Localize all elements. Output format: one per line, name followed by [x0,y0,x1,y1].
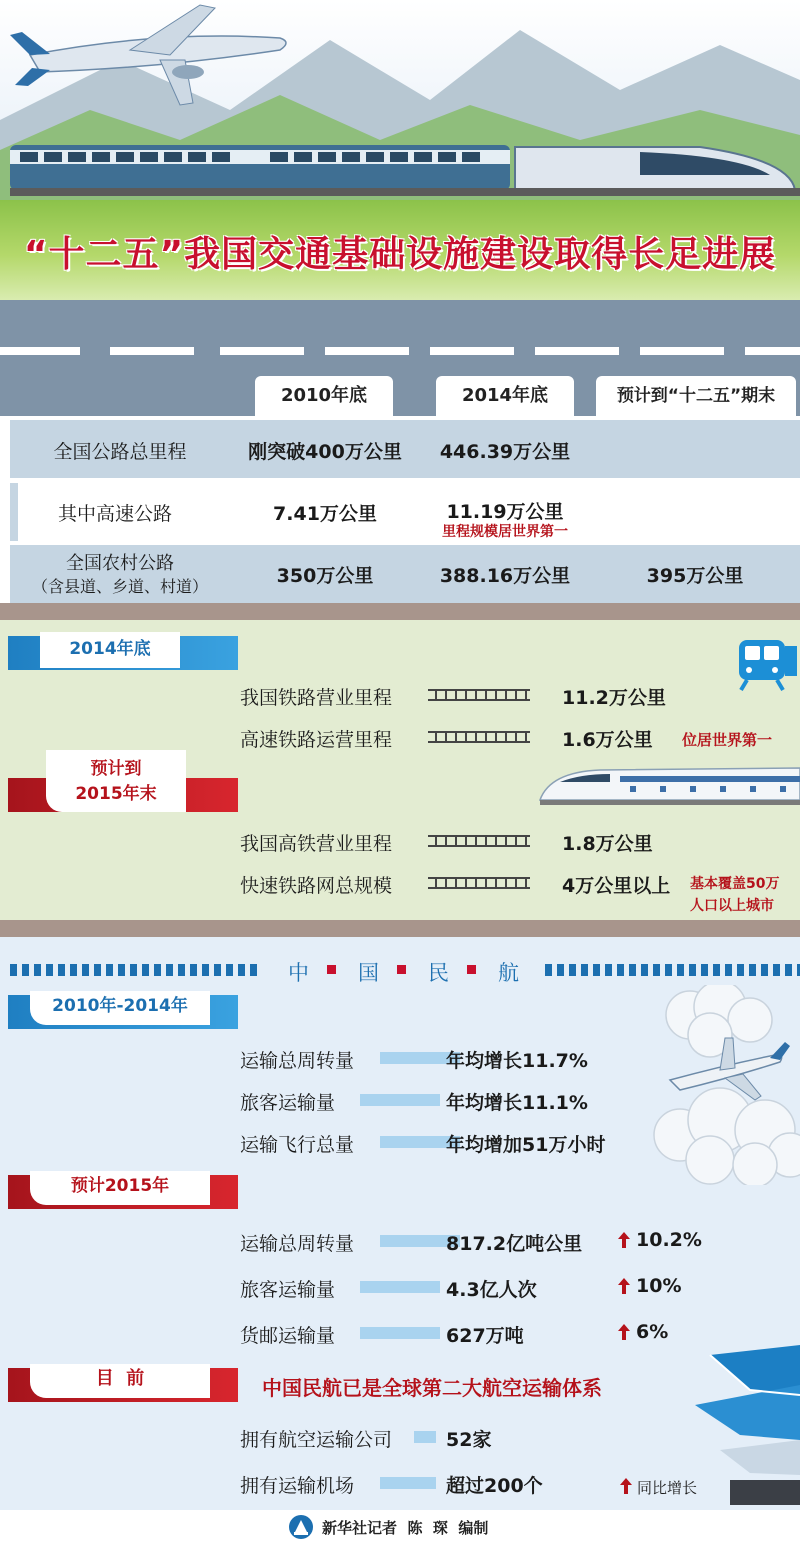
air-label-airports: 拥有运输机场 [240,1475,355,1497]
heading-bullet [327,965,336,974]
aircraft-tail-image [690,1345,800,1510]
cell-road-total-2014: 446.39万公里 [439,441,571,463]
coverage-note-line1: 基本覆盖50万 [690,876,780,892]
air-growth-cargo: 6% [636,1321,669,1343]
air-value-passengers: 年均增长11.1% [446,1092,588,1114]
now-headline: 中国民航已是全球第二大航空运输体系 [262,1376,602,1400]
road-dash [640,347,724,355]
ribbon-2015-aviation-label: 预计2015年 [30,1171,210,1205]
heading-dashes-right [545,964,800,976]
rail-value-operating: 11.2万公里 [562,687,666,709]
train-icon [735,636,800,692]
cell-expressway-2010: 7.41万公里 [273,503,377,525]
page-title: “十二五”我国交通基础设施建设取得长足进展 [23,234,777,275]
heading-bullet [397,965,406,974]
world-first-note: 位居世界第一 [682,731,773,749]
air-label-passengers: 旅客运输量 [240,1092,336,1114]
aviation-heading-char: 航 [498,961,519,985]
road-dash [110,347,194,355]
bar-icon [414,1431,436,1443]
road-dash [430,347,514,355]
row-label-road-total: 全国公路总里程 [53,441,187,463]
ribbon-2014-label: 2014年底 [40,632,180,668]
air-value-turnover-2015: 817.2亿吨公里 [446,1233,583,1255]
col-header-target: 预计到“十二五”期末 [596,376,796,416]
rail-value-fast-network: 4万公里以上 [562,875,671,897]
cloud-plane-image [650,985,800,1185]
air-value-turnover: 年均增长11.7% [446,1050,588,1072]
up-arrow-icon [618,1278,630,1294]
bar-icon [360,1327,440,1339]
cell-rural-2010: 350万公里 [276,565,374,587]
bar-icon [360,1094,440,1106]
road-dash [745,347,800,355]
rail-value-hsr-2015: 1.8万公里 [562,833,653,855]
track-icon [428,876,530,890]
road-dash [0,347,80,355]
section-divider [0,603,800,620]
xinhua-logo-icon [288,1514,314,1540]
cell-expressway-2014: 11.19万公里 [446,501,564,523]
cell-road-total-2010: 刚突破400万公里 [248,441,402,463]
air-growth-passengers: 10% [636,1275,682,1297]
bar-icon [360,1281,440,1293]
col-header-2014: 2014年底 [436,376,574,416]
rail-label-highspeed: 高速铁路运营里程 [240,729,393,751]
air-value-airports: 超过200个 [446,1475,543,1497]
air-growth-turnover: 10.2% [636,1229,702,1251]
track-icon [428,688,530,702]
road-dash [220,347,304,355]
heading-bullet [467,965,476,974]
rail-label-operating: 我国铁路营业里程 [240,687,393,709]
col-header-2010: 2010年底 [255,376,393,416]
aviation-heading-char: 民 [428,961,449,985]
track-icon [428,730,530,744]
up-arrow-icon [618,1232,630,1248]
road-divider [0,300,800,370]
coverage-note-line2: 人口以上城市 [690,898,774,914]
ribbon-2015-line1: 预计到 [90,759,142,779]
air-label-passengers-2015: 旅客运输量 [240,1279,336,1301]
row-label-expressway: 其中高速公路 [57,503,172,525]
ribbon-2015-line2: 2015年末 [75,784,157,804]
cell-rural-2014: 388.16万公里 [439,565,571,587]
road-dash [325,347,409,355]
air-label-cargo-2015: 货邮运输量 [240,1325,336,1347]
air-value-flight-hours: 年均增加51万小时 [446,1134,606,1156]
section-divider [0,920,800,937]
footer-credit: 新华社记者 陈 琛 编制 [322,1519,489,1537]
air-value-cargo-2015: 627万吨 [446,1325,524,1347]
air-value-passengers-2015: 4.3亿人次 [446,1279,537,1301]
bullet-train-image [530,760,800,810]
expressway-note: 里程规模居世界第一 [442,524,568,540]
aviation-heading-char: 中 [288,961,309,985]
rail-value-highspeed: 1.6万公里 [562,729,653,751]
ribbon-2010-2014-label: 2010年-2014年 [30,991,210,1025]
row-label-rural-road: 全国农村公路 [66,553,174,574]
legend-yoy: 同比增长 [637,1479,698,1497]
ribbon-now-label: 目 前 [30,1364,210,1398]
aviation-heading-char: 国 [358,961,379,985]
rail-label-fast-network: 快速铁路网总规模 [240,875,393,897]
rail-label-hsr-2015: 我国高铁营业里程 [240,833,393,855]
up-arrow-icon [620,1478,632,1494]
air-label-turnover-2015: 运输总周转量 [240,1233,355,1255]
air-label-turnover: 运输总周转量 [240,1050,355,1072]
sub-row-marker [10,483,18,541]
air-label-airlines: 拥有航空运输公司 [240,1429,393,1451]
row-sublabel-rural-road: （含县道、乡道、村道） [31,577,208,596]
road-dash [535,347,619,355]
bar-icon [380,1477,436,1489]
air-label-flight-hours: 运输飞行总量 [240,1134,355,1156]
air-value-airlines: 52家 [446,1429,492,1451]
track-icon [428,834,530,848]
up-arrow-icon [618,1324,630,1340]
heading-dashes-left [10,964,260,976]
cell-rural-target: 395万公里 [646,565,744,587]
